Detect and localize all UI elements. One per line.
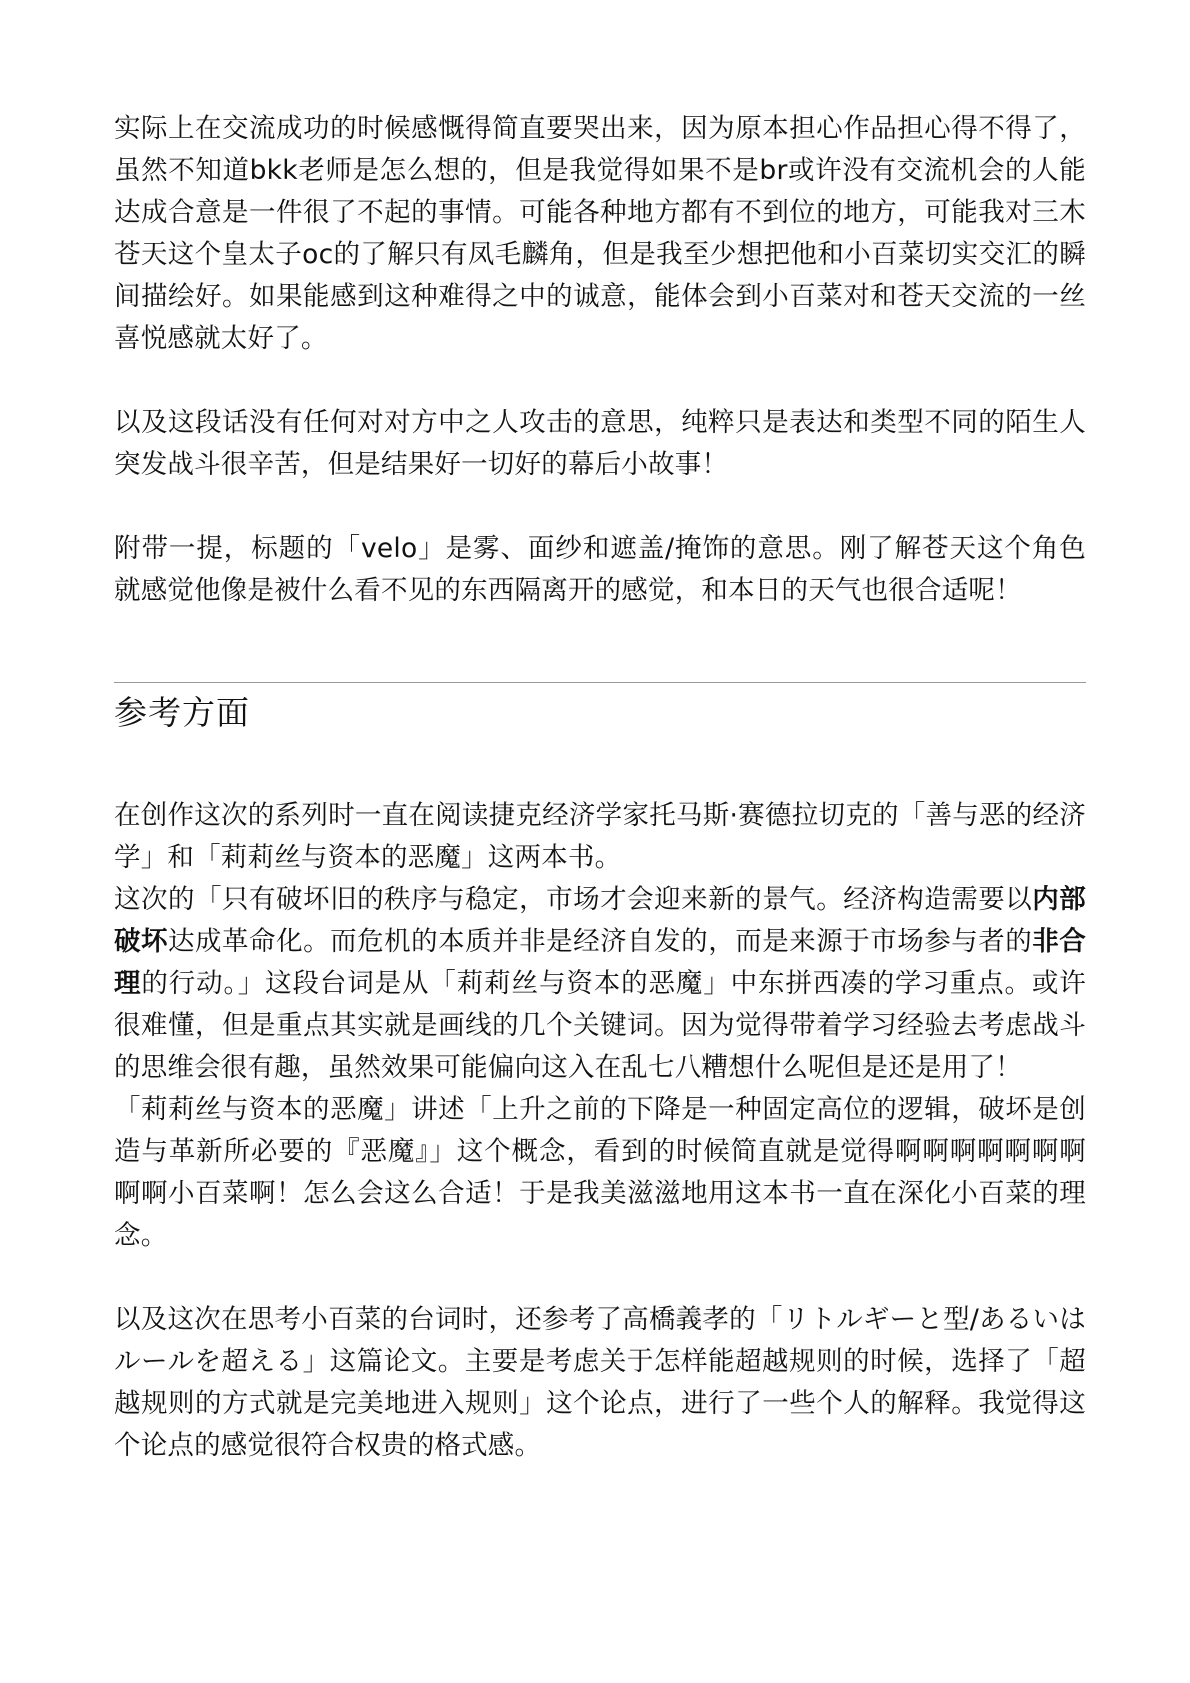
keyword-emphasis: 内部破坏	[114, 884, 1086, 957]
section-spacer	[114, 612, 1086, 682]
intro-paragraph-3: 附带一提，标题的「velo」是雾、面纱和遮盖/掩饰的意思。刚了解苍天这个角色就感觉他像是被什么看不见的东西隔离开的感觉，和本日的天气也很合适呢！	[114, 533, 1086, 606]
section-heading: 参考方面	[114, 693, 250, 732]
reference-paragraph-1: 在创作这次的系列时一直在阅读捷克经济学家托马斯·赛德拉切克的「善与恶的经济学」和「莉莉丝与资本的恶魔」这两本书。	[114, 800, 1086, 873]
intro-paragraph-1: 实际上在交流成功的时候感慨得简直要哭出来，因为原本担心作品担心得不得了，虽然不知道bkk老师是怎么想的，但是我觉得如果不是br或许没有交流机会的人能达成合意是一件很了不起的事情。可能各种地方都有不到位的地方，可能我对三木苍天这个皇太子oc的了解只有凤毛麟角，但是我至少想把他和小百菜切实交汇的瞬间描绘好。如果能感到这种难得之中的诚意，能体会到小百菜对和苍天交流的一丝喜悦感就太好了。	[114, 113, 1086, 354]
keyword-emphasis: 非合理	[114, 926, 1087, 999]
section-divider	[114, 682, 1086, 683]
reference-paragraph-4: 以及这次在思考小百菜的台词时，还参考了高橋義孝的「リトルギーと型/あるいはルールを超える」这篇论文。主要是考虑关于怎样能超越规则的时候，选择了「超越规则的方式就是完美地进入规则」这个论点，进行了一些个人的解释。我觉得这个论点的感觉很符合权贵的格式感。	[114, 1304, 1086, 1461]
intro-paragraph-2: 以及这段话没有任何对对方中之人攻击的意思，纯粹只是表达和类型不同的陌生人突发战斗很辛苦，但是结果好一切好的幕后小故事！	[114, 407, 1086, 480]
reference-paragraph-2	[114, 879, 1086, 1089]
reference-text-segment: 的行动。」这段台词是从「莉莉丝与资本的恶魔」中东拼西凑的学习重点。或许很难懂，但是重点其实就是画线的几个关键词。因为觉得带着学习经验去考虑战斗的思维会很有趣，虽然效果可能偏向这入在乱七八糟想什么呢但是还是用了！	[114, 968, 1086, 1083]
reference-paragraph-3: 「莉莉丝与资本的恶魔」讲述「上升之前的下降是一种固定高位的逻辑，破坏是创造与革新所必要的『恶魔』」这个概念，看到的时候简直就是觉得啊啊啊啊啊啊啊啊啊小百菜啊！怎么会这么合适！于是我美滋滋地用这本书一直在深化小百菜的理念。	[114, 1094, 1086, 1251]
reference-text-segment: 达成革命化。而危机的本质并非是经济自发的，而是来源于市场参与者的	[168, 926, 1033, 957]
heading-spacer	[114, 737, 1086, 795]
reference-text-segment: 这次的「只有破坏旧的秩序与稳定，市场才会迎来新的景气。经济构造需要以	[114, 884, 1033, 915]
